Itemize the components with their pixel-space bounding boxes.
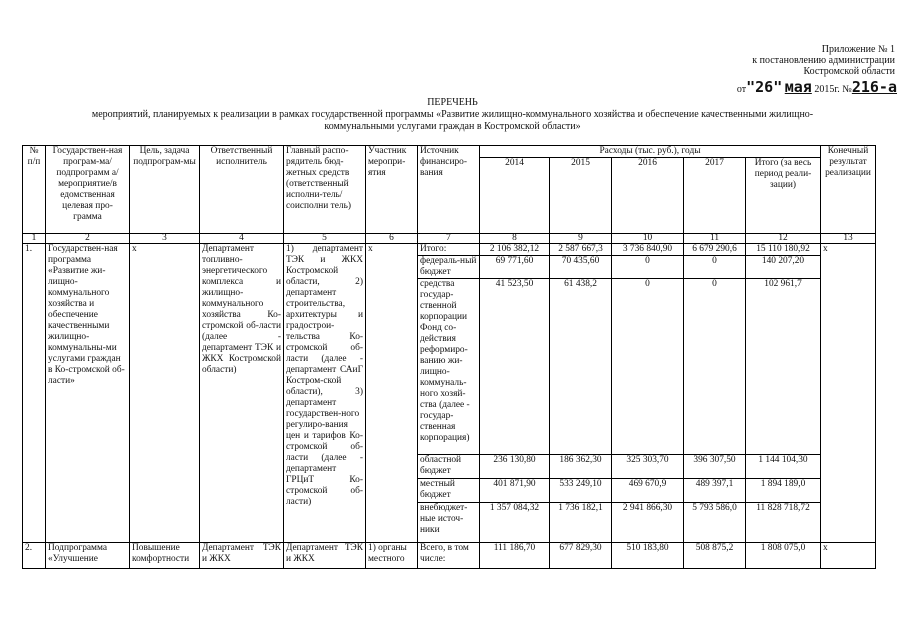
value-2017: 6 679 290,6 [684,244,746,256]
header-total: Итого (за весь период реали-зации) [746,158,821,234]
col-number: 6 [366,234,418,244]
value-2016: 0 [612,279,684,455]
source-name: средства государ-ственной корпорации Фонд со-действия реформиро-ванию жи-лищно-коммуналь-ного хозяй-ства (далее - государ-ственная корпорация) [418,279,480,455]
row1-num: 1. [23,244,46,543]
value-2015: 61 438,2 [550,279,612,455]
source-name: областной бюджет [418,455,480,479]
order-line [737,78,897,96]
row2-executor: Департамент ТЭК и ЖКХ [200,543,284,569]
col-number: 9 [550,234,612,244]
row1-manager: 1) департамент ТЭК и ЖКХ Костромской области, 2) департамент строительства, архитектуры и градострои-тельства Ко-стромской об-ласти (далее - департамент САиГ Костром-ской области), 3) департамент государствен-ного регулиро-вания цен и тарифов Ко-стромской об-ласти (далее - департамент ГРЦиТ Ко-стромской об-ласти) [284,244,366,543]
value-2016: 3 736 840,90 [612,244,684,256]
row2-manager: Департамент ТЭК и ЖКХ [284,543,366,569]
row2-goal: Повышение комфортности [130,543,200,569]
table-row [23,543,876,569]
col-number: 11 [684,234,746,244]
table-row [23,244,876,256]
value-2017: 5 793 586,0 [684,503,746,543]
value-total: 102 961,7 [746,279,821,455]
header-2016: 2016 [612,158,684,234]
value-2014: 401 871,90 [480,479,550,503]
header-participant: Участник меропри-ятия [366,146,418,234]
row1-goal: х [130,244,200,543]
appendix-block [752,44,895,77]
value-2014: 2 106 382,12 [480,244,550,256]
appendix-line1: Приложение № 1 [821,44,895,55]
header-executor: Ответственный исполнитель [200,146,284,234]
col-number: 5 [284,234,366,244]
header-2015: 2015 [550,158,612,234]
order-year: 2015г. № [814,84,852,95]
value-2016: 0 [612,256,684,279]
header-manager: Главный распо-рядитель бюд-жетных средств (ответственный исполни-тель/соисполни тель) [284,146,366,234]
row2-num: 2. [23,543,46,569]
value-2016: 510 183,80 [612,543,684,569]
value-total: 1 808 075,0 [746,543,821,569]
header-result: Конечный результат реализации [821,146,876,234]
value-total: 15 110 180,92 [746,244,821,256]
value-2017: 0 [684,256,746,279]
column-number-row [23,234,876,244]
col-number: 7 [418,234,480,244]
order-number: 216-а [851,78,897,96]
row2-participant: 1) органы местного [366,543,418,569]
value-2015: 70 435,60 [550,256,612,279]
value-2014: 111 186,70 [480,543,550,569]
col-number: 12 [746,234,821,244]
appendix-line3: Костромской области [803,66,895,77]
col-number: 3 [130,234,200,244]
table-header-row [23,146,876,158]
header-program: Государствен-ная програм-ма/подпрограмм а/мероприятие/в едомственная целевая про-грамма [46,146,130,234]
col-number: 2 [46,234,130,244]
value-2017: 508 875,2 [684,543,746,569]
value-total: 140 207,20 [746,256,821,279]
col-number: 1 [23,234,46,244]
row2-source: Всего, в том числе: [418,543,480,569]
value-total: 11 828 718,72 [746,503,821,543]
measures-table [22,145,876,569]
row2-program: Подпрограмма «Улучшение [46,543,130,569]
value-2015: 677 829,30 [550,543,612,569]
document-heading: ПЕРЕЧЕНЬ [427,97,478,108]
value-2017: 0 [684,279,746,455]
header-2017: 2017 [684,158,746,234]
appendix-line2: к постановлению администрации [752,55,895,66]
value-2016: 2 941 866,30 [612,503,684,543]
row1-result: х [821,244,876,543]
col-number: 13 [821,234,876,244]
value-2015: 2 587 667,3 [550,244,612,256]
value-2014: 41 523,50 [480,279,550,455]
value-2015: 533 249,10 [550,479,612,503]
col-number: 4 [200,234,284,244]
header-2014: 2014 [480,158,550,234]
value-2016: 325 303,70 [612,455,684,479]
order-prefix: от [736,84,747,95]
document-title-line2: коммунальными услугами граждан в Костромской области» [324,121,581,132]
document-title-line1: мероприятий, планируемых к реализации в рамках государственной программы «Развитие жилищно-коммунального хозяйства и обеспечение качественными жилищно- [91,109,814,120]
col-number: 8 [480,234,550,244]
header-source: Источник финансиро-вания [418,146,480,234]
row2-result: х [821,543,876,569]
col-number: 10 [612,234,684,244]
source-name: местный бюджет [418,479,480,503]
value-2015: 1 736 182,1 [550,503,612,543]
row1-participant: х [366,244,418,543]
order-month: мая [784,78,812,96]
source-name: федераль-ный бюджет [418,256,480,279]
header-expenses: Расходы (тыс. руб.), годы [480,146,821,158]
value-2015: 186 362,30 [550,455,612,479]
row1-program: Государствен-ная программа «Развитие жи-лищно-коммунального хозяйства и обеспечение качественными жилищно-коммунальны-ми услугами граждан в Ко-стромской об-ласти» [46,244,130,543]
value-2014: 69 771,60 [480,256,550,279]
value-2014: 236 130,80 [480,455,550,479]
value-2016: 469 670,9 [612,479,684,503]
value-2017: 489 397,1 [684,479,746,503]
header-num: № п/п [23,146,46,234]
source-name: внебюджет-ные источ-ники [418,503,480,543]
row1-executor: Департамент топливно-энергетического комплекса и жилищно-коммунального хозяйства Ко-стромской об-ласти (далее - департамент ТЭК и ЖКХ Костромской области) [200,244,284,543]
value-total: 1 144 104,30 [746,455,821,479]
value-2014: 1 357 084,32 [480,503,550,543]
value-2017: 396 307,50 [684,455,746,479]
order-day: "26" [746,78,783,96]
source-name: Итого: [418,244,480,256]
value-total: 1 894 189,0 [746,479,821,503]
header-goal: Цель, задача подпрограм-мы [130,146,200,234]
